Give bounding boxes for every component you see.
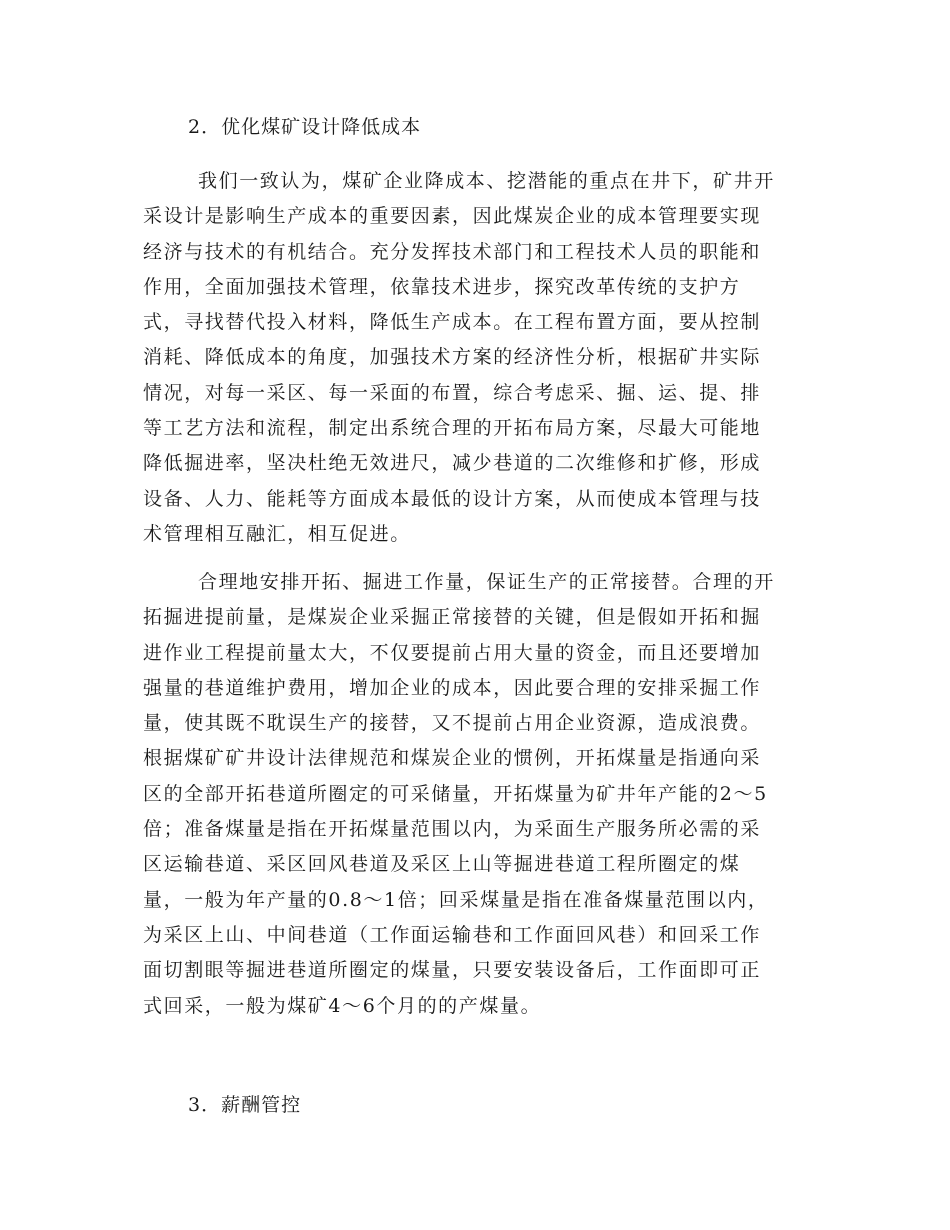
paragraph-line: 面切割眼等掘进巷道所圈定的煤量，只要安装设备后，工作面即可正	[143, 959, 762, 982]
paragraph-line: 区运输巷道、采区回风巷道及采区上山等掘进巷道工程所圈定的煤	[143, 853, 741, 876]
paragraph-line: 倍；准备煤量是指在开拓煤量范围以内，为采面生产服务所必需的采	[143, 818, 762, 841]
paragraph-line: 进作业工程提前量太大，不仅要提前占用大量的资金，而且还要增加	[143, 641, 762, 664]
paragraph-line: 等工艺方法和流程，制定出系统合理的开拓布局方案，尽最大可能地	[143, 417, 762, 440]
paragraph-line: 式，寻找替代投入材料，降低生产成本。在工程布置方面，要从控制	[143, 311, 762, 334]
paragraph-line: 式回采，一般为煤矿4～6个月的的产煤量。	[143, 994, 542, 1017]
paragraph-line: 区的全部开拓巷道所圈定的可采储量，开拓煤量为矿井年产能的2～5	[143, 782, 768, 805]
paragraph-line: 量，一般为年产量的0.8～1倍；回采煤量是指在准备煤量范围以内，	[143, 888, 769, 911]
paragraph-line: 我们一致认为，煤矿企业降成本、挖潜能的重点在井下，矿井开	[198, 170, 775, 192]
paragraph-line: 降低掘进率，坚决杜绝无效进尺，减少巷道的二次维修和扩修，形成	[143, 452, 762, 475]
paragraph-line: 经济与技术的有机结合。充分发挥技术部门和工程技术人员的职能和	[143, 240, 762, 263]
paragraph-line: 采设计是影响生产成本的重要因素，因此煤炭企业的成本管理要实现	[143, 205, 762, 228]
paragraph-line: 为采区上山、中间巷道（工作面运输巷和工作面回风巷）和回采工作	[143, 923, 762, 946]
paragraph-line: 情况，对每一采区、每一采面的布置，综合考虑采、掘、运、提、排	[143, 381, 762, 404]
paragraph-line: 作用，全面加强技术管理，依靠技术进步，探究改革传统的支护方	[143, 275, 741, 298]
paragraph-line: 拓掘进提前量，是煤炭企业采掘正常接替的关键，但是假如开拓和掘	[143, 606, 762, 629]
section-heading-2: 2．优化煤矿设计降低成本	[188, 116, 422, 138]
paragraph-line: 术管理相互融汇，相互促进。	[143, 522, 411, 545]
section-heading-3: 3．薪酬管控	[188, 1094, 302, 1116]
paragraph-line: 消耗、降低成本的角度，加强技术方案的经济性分析，根据矿井实际	[143, 346, 762, 369]
paragraph-line: 设备、人力、能耗等方面成本最低的设计方案，从而使成本管理与技	[143, 487, 762, 510]
paragraph-line: 量，使其既不耽误生产的接替，又不提前占用企业资源，造成浪费。	[143, 712, 762, 735]
paragraph-design-cost	[143, 164, 823, 552]
paragraph-line: 强量的巷道维护费用，增加企业的成本，因此要合理的安排采掘工作	[143, 676, 762, 699]
paragraph-line: 合理地安排开拓、掘进工作量，保证生产的正常接替。合理的开	[198, 571, 775, 593]
paragraph-line: 根据煤矿矿井设计法律规范和煤炭企业的惯例，开拓煤量是指通向采	[143, 747, 762, 770]
paragraph-excavation-planning	[143, 565, 823, 1024]
